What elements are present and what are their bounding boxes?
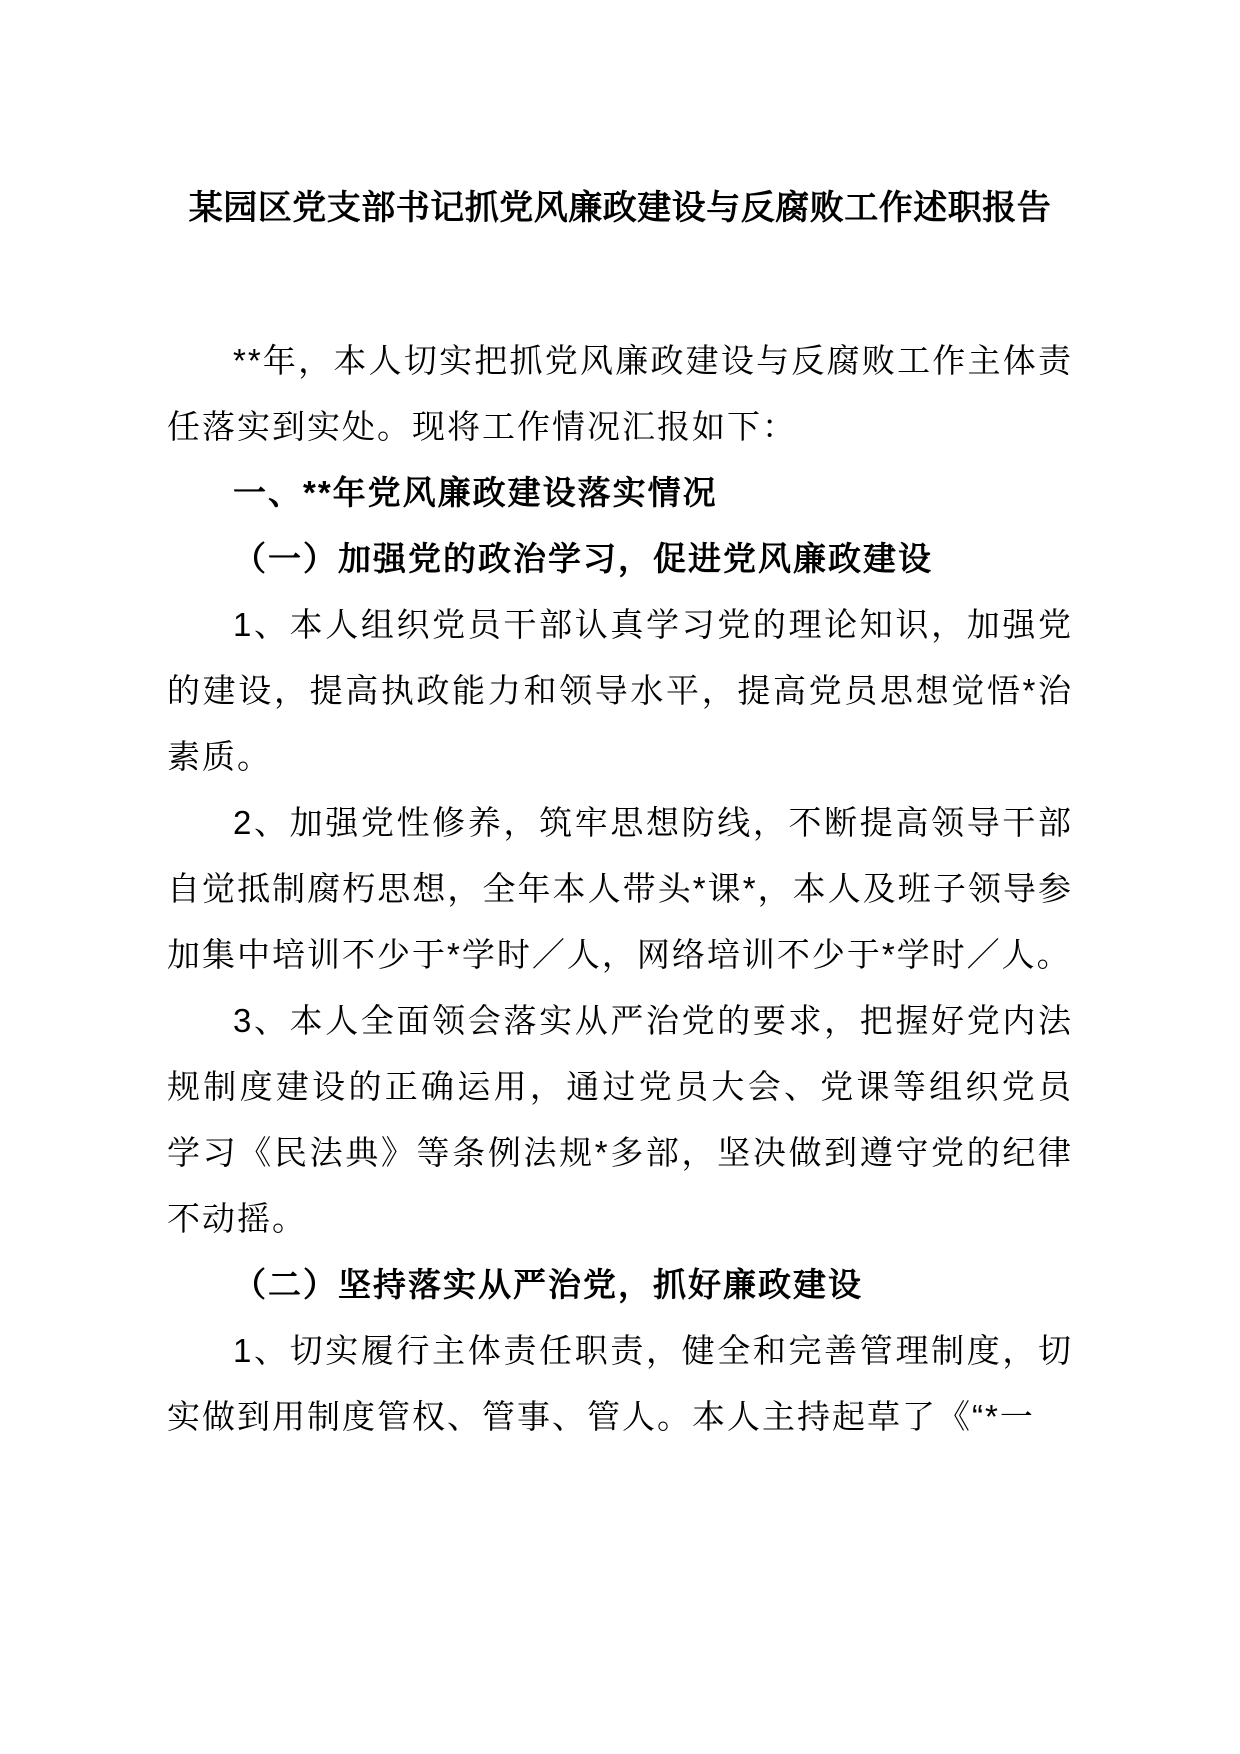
section-heading-2: （一）加强党的政治学习，促进党风廉政建设 (233, 540, 933, 577)
document-paragraph-0: **年，本人切实把抓党风廉政建设与反腐败工作主体责任落实到实处。现将工作情况汇报如下： (167, 342, 1073, 445)
document-paragraph-5: 3、本人全面领会落实从严治党的要求，把握好党内法规制度建设的正确运用，通过党员大会、党课等组织党员学习《民法典》等条例法规*多部，坚决做到遵守党的纪律不动摇。 (167, 1002, 1073, 1237)
section-heading-6: （二）坚持落实从严治党，抓好廉政建设 (233, 1266, 863, 1303)
document-body (167, 328, 1073, 1450)
document-title: 某园区党支部书记抓党风廉政建设与反腐败工作述职报告 (188, 189, 1052, 227)
document-paragraph-3: 1、本人组织党员干部认真学习党的理论知识，加强党的建设，提高执政能力和领导水平，提高党员思想觉悟*治素质。 (167, 606, 1073, 775)
section-heading-1: 一、**年党风廉政建设落实情况 (233, 474, 718, 511)
document-content (167, 186, 1073, 1450)
document-paragraph-4: 2、加强党性修养，筑牢思想防线，不断提高领导干部自觉抵制腐朽思想，全年本人带头*课*，本人及班子领导参加集中培训不少于*学时／人，网络培训不少于*学时／人。 (167, 804, 1073, 973)
document-paragraph-7: 1、切实履行主体责任职责，健全和完善管理制度，切实做到用制度管权、管事、管人。本人主持起草了《“*一 (167, 1332, 1073, 1435)
